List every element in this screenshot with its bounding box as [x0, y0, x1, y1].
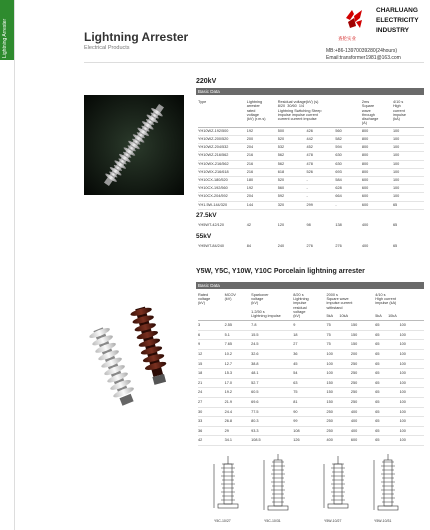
table-cell: 144 [247, 201, 278, 209]
sidebar [0, 0, 15, 530]
table-cell: 250 [351, 378, 375, 388]
table-cell: 65 [375, 426, 399, 436]
table-cell: 100 [400, 397, 424, 407]
page-subtitle: Electrical Products [84, 45, 130, 51]
table-cell: 600 [362, 185, 393, 193]
table-cell: YH10CX-204/592 [198, 193, 247, 201]
table-cell: 400 [361, 223, 369, 227]
table-cell: YH5WT-42/120 [198, 223, 224, 227]
table-cell: 75 [326, 330, 350, 340]
table-cell: 77.5 [251, 407, 293, 417]
table-cell: 120 [277, 223, 285, 227]
table-cell: 560 [335, 127, 362, 135]
sidebar-tab[interactable] [0, 0, 14, 60]
table-cell: 52.7 [251, 378, 293, 388]
table-cell: 18 [293, 330, 326, 340]
table-cell: 520 [278, 177, 307, 185]
table-header: 2000 s Square wave impulse current withstand 5kA 10kA [326, 293, 353, 319]
table-row [198, 168, 424, 176]
table-row [198, 243, 424, 249]
table-cell: 800 [362, 168, 393, 176]
table-55kv [198, 243, 424, 249]
table-row [198, 397, 424, 407]
table-row [198, 417, 424, 427]
table-cell: 250 [351, 359, 375, 369]
table-cell: 150 [326, 388, 350, 398]
table-cell: 584 [335, 177, 362, 185]
table-cell: 100 [393, 168, 424, 176]
drawing-caption: Y5C-10/31 [264, 519, 281, 523]
table-cell: 100 [326, 359, 350, 369]
brand-line: INDUSTRY [376, 27, 409, 34]
table-row [198, 330, 424, 340]
table-cell: 98 [306, 223, 311, 227]
table-cell: 150 [351, 321, 375, 331]
table-row [198, 407, 424, 417]
table-cell: 32.6 [251, 350, 293, 360]
table-cell: 150 [326, 397, 350, 407]
table-cell: 250 [326, 407, 350, 417]
table-cell: 93.3 [251, 426, 293, 436]
table-cell: 65 [375, 388, 399, 398]
table-cell: 100 [393, 185, 424, 193]
table-cell: 800 [362, 160, 393, 168]
table-cell: 24.4 [225, 407, 252, 417]
table-cell: 276 [306, 244, 313, 248]
table-cell: 5.1 [225, 330, 252, 340]
table-cell: 628 [335, 185, 362, 193]
table-cell: 100 [400, 369, 424, 379]
table-cell: 250 [351, 388, 375, 398]
logo-cn-text: 查伦实业 [338, 36, 356, 41]
table-cell: 65 [375, 369, 399, 379]
section-220kv-bar: Basic Data [196, 88, 424, 95]
table-cell: 69.6 [251, 397, 293, 407]
table-cell: 800 [362, 144, 393, 152]
table-cell: 65 [375, 397, 399, 407]
table-cell: 9 [293, 321, 326, 331]
table-cell: YH10WX-216/562 [198, 160, 247, 168]
table-cell: 100 [400, 407, 424, 417]
arrester-photo-porcelain [84, 296, 189, 416]
table-cell: 63 [293, 378, 326, 388]
table-header: Sparkover voltage (kV) 1.2/50 s Lightning impulse [251, 293, 281, 319]
table-cell: 65 [392, 223, 398, 227]
table-cell: 108.5 [251, 436, 293, 446]
table-row [198, 378, 424, 388]
table-cell: 400 [351, 426, 375, 436]
table-cell: 320 [278, 201, 307, 209]
table-cell: 276 [335, 244, 342, 248]
table-cell: 400 [351, 417, 375, 427]
table-row [198, 152, 424, 160]
table-cell: 400 [326, 436, 350, 446]
table-cell: 594 [335, 144, 362, 152]
table-cell: 100 [393, 177, 424, 185]
table-cell: 65 [375, 340, 399, 350]
table-header: 8/20 s Lightning impulse residual voltage (kV) [293, 293, 309, 319]
table-cell: 7.65 [225, 340, 252, 350]
table-cell: 100 [393, 135, 424, 143]
table-row [198, 426, 424, 436]
table-cell: 204 [247, 144, 278, 152]
table-cell: 562 [278, 160, 307, 168]
table-cell: 562 [278, 152, 307, 160]
arrester-photo-220kv [84, 95, 184, 195]
table-cell: 12 [198, 350, 225, 360]
brand-line: ELECTRICITY [376, 17, 419, 24]
table-cell: - [307, 185, 336, 193]
table-cell: 630 [335, 160, 362, 168]
table-cell: 100 [400, 359, 424, 369]
table-cell: 126 [293, 436, 326, 446]
table-cell: 33 [198, 417, 225, 427]
table-cell: 75 [326, 340, 350, 350]
table-cell: - [307, 177, 336, 185]
table-cell: 65 [375, 417, 399, 427]
section-27kv-title: 27.5kV [196, 212, 217, 219]
table-cell: 400 [351, 407, 375, 417]
table-cell: 400 [361, 244, 369, 248]
table-row [198, 144, 424, 152]
table-cell: 12.7 [225, 359, 252, 369]
table-cell: 693 [335, 168, 362, 176]
table-row [198, 177, 424, 185]
table-row [198, 185, 424, 193]
table-cell: 81 [293, 397, 326, 407]
table-cell: 299 [307, 201, 336, 209]
table-cell: 100 [400, 436, 424, 446]
table-cell: 27 [198, 397, 225, 407]
table-row [198, 388, 424, 398]
table-cell: 600 [351, 436, 375, 446]
table-cell: 90 [293, 407, 326, 417]
table-cell: 65 [375, 350, 399, 360]
table-cell: 582 [335, 135, 362, 143]
table-cell: 200 [247, 135, 278, 143]
table-cell: 18 [198, 369, 225, 379]
table-cell: 100 [400, 321, 424, 331]
table-cell: 65 [392, 244, 398, 248]
table-porcelain [198, 293, 424, 446]
section-55kv-title: 55kV [196, 233, 212, 240]
table-cell: 216 [247, 168, 278, 176]
table-cell: 478 [307, 152, 336, 160]
table-cell: 100 [393, 144, 424, 152]
table-cell: 15.3 [225, 369, 252, 379]
table-cell: 150 [326, 378, 350, 388]
table-cell: 100 [393, 152, 424, 160]
table-header: Rated voltage (kV) [198, 293, 211, 306]
table-cell: YH10WZ-200/520 [198, 135, 247, 143]
table-cell: 216 [247, 160, 278, 168]
table-cell: YH10WZ-204/532 [198, 144, 247, 152]
table-header: MCOV (kV) [224, 293, 236, 302]
drawing-caption: Y5W-10/31 [374, 519, 392, 523]
table-cell: 100 [400, 417, 424, 427]
table-cell: YH10WZ-216/562 [198, 152, 247, 160]
table-cell: 500 [278, 127, 307, 135]
table-cell: 54 [293, 369, 326, 379]
table-cell: 180 [247, 177, 278, 185]
table-row [198, 369, 424, 379]
table-row [198, 127, 424, 135]
table-cell: 192 [247, 185, 278, 193]
table-cell: 42 [198, 436, 225, 446]
table-row [198, 350, 424, 360]
table-cell: 26.8 [225, 417, 252, 427]
table-cell: 442 [307, 135, 336, 143]
table-cell: 100 [400, 388, 424, 398]
table-cell: 84 [246, 244, 251, 248]
table-cell: 100 [400, 426, 424, 436]
table-header: 4/10 s High current impulse (kA) [393, 100, 424, 127]
contact-phone: MB:+86-13970039280(24hours) [326, 48, 398, 54]
table-cell: 6 [198, 330, 225, 340]
header-divider [84, 62, 424, 63]
table-cell: 592 [278, 193, 307, 201]
table-row [198, 436, 424, 446]
contact-info [326, 48, 401, 62]
table-cell: YH10WX-216/618 [198, 168, 247, 176]
table-cell: 630 [335, 152, 362, 160]
table-cell: 100 [400, 378, 424, 388]
contact-email: Email:transformer1981@163.com [326, 55, 401, 61]
table-cell: 100 [326, 350, 350, 360]
table-cell: 42 [246, 223, 251, 227]
table-cell: 3 [198, 321, 225, 331]
table-cell: 100 [393, 193, 424, 201]
company-logo-icon [342, 6, 366, 34]
table-cell: 24 [198, 388, 225, 398]
table-cell: 108 [293, 426, 326, 436]
table-row [198, 222, 424, 228]
table-cell: 99 [293, 417, 326, 427]
table-cell: 38.8 [251, 359, 293, 369]
table-cell: 65 [375, 321, 399, 331]
table-cell: 29 [225, 426, 252, 436]
table-cell: 48.1 [251, 369, 293, 379]
table-cell: 800 [362, 152, 393, 160]
table-cell: 800 [362, 127, 393, 135]
table-cell: 19.2 [225, 388, 252, 398]
sidebar-tab-label: Lightning Arrester [2, 18, 8, 58]
section-porcelain-bar: Basic Data [196, 282, 424, 289]
table-cell: 100 [400, 330, 424, 340]
table-cell: 36 [293, 350, 326, 360]
table-header: Type [198, 100, 247, 127]
table-cell: 65 [393, 201, 424, 209]
table-cell: 9 [198, 340, 225, 350]
table-cell: 664 [335, 193, 362, 201]
table-cell: 30 [198, 407, 225, 417]
table-cell: 75 [326, 321, 350, 331]
table-cell: 34.1 [225, 436, 252, 446]
table-220kv [198, 100, 424, 210]
table-cell: 21.9 [225, 397, 252, 407]
table-cell: 560 [278, 185, 307, 193]
table-27kv [198, 222, 424, 228]
table-cell: 100 [326, 369, 350, 379]
table-cell: 27 [293, 340, 326, 350]
table-cell: 24.5 [251, 340, 293, 350]
table-cell: YH10CX-180/520 [198, 177, 247, 185]
table-cell: 17.0 [225, 378, 252, 388]
table-cell: 192 [247, 127, 278, 135]
table-cell: 520 [278, 135, 307, 143]
table-cell: 10.2 [225, 350, 252, 360]
table-header: 4/10 s High current impulse (kA) 5kA 10kA [375, 293, 397, 319]
table-cell: 36 [198, 426, 225, 436]
table-cell: 452 [307, 144, 336, 152]
table-row [198, 321, 424, 331]
table-cell: 7.8 [251, 321, 293, 331]
table-cell: 65 [375, 330, 399, 340]
table-cell: 65 [375, 407, 399, 417]
table-cell: 150 [351, 340, 375, 350]
table-cell: 618 [278, 168, 307, 176]
table-header: 2ms Square wave through discharge (A) [362, 100, 393, 127]
table-cell: 600 [362, 201, 393, 209]
table-cell: 240 [277, 244, 285, 248]
table-cell: 2.55 [225, 321, 252, 331]
table-cell: 100 [400, 340, 424, 350]
table-cell: 138 [335, 223, 342, 227]
table-cell: 65 [375, 378, 399, 388]
table-row [198, 135, 424, 143]
table-cell: 250 [351, 369, 375, 379]
table-cell: 600 [362, 193, 393, 201]
drawing-caption: Y5W-10/27 [324, 519, 342, 523]
page-title: Lightning Arrester [84, 30, 189, 44]
table-cell: 21 [198, 378, 225, 388]
table-cell: 100 [393, 127, 424, 135]
table-row [198, 160, 424, 168]
table-row [198, 193, 424, 201]
brand-line: CHARLUANG [376, 7, 418, 14]
table-cell: 100 [393, 160, 424, 168]
table-cell: 250 [351, 397, 375, 407]
table-cell: 250 [326, 417, 350, 427]
table-cell: YH10WZ-192/500 [198, 127, 247, 135]
table-cell: 426 [307, 127, 336, 135]
table-cell: 100 [400, 350, 424, 360]
table-cell: 532 [278, 144, 307, 152]
table-cell: 60.5 [251, 388, 293, 398]
table-cell: 80.3 [251, 417, 293, 427]
table-cell: 250 [326, 426, 350, 436]
table-cell: 204 [247, 193, 278, 201]
table-header: Residual voltage(kV) (≤) 8/20 30/60 1/4 Lightning Switching Steep impulse impulse current current current impulse [278, 100, 362, 127]
table-cell: 15.5 [251, 330, 293, 340]
table-cell: 800 [362, 135, 393, 143]
table-cell: - [307, 193, 336, 201]
table-cell: 65 [375, 436, 399, 446]
brand-name [376, 6, 419, 36]
table-row [198, 340, 424, 350]
table-cell: 150 [351, 330, 375, 340]
table-cell: 200 [351, 350, 375, 360]
table-cell: 15 [198, 359, 225, 369]
table-row [198, 359, 424, 369]
table-cell: 478 [307, 160, 336, 168]
table-cell: YH5WT-84/240 [198, 244, 224, 248]
table-row [198, 201, 424, 209]
table-cell: 45 [293, 359, 326, 369]
table-cell: 600 [362, 177, 393, 185]
table-cell: - [335, 201, 362, 209]
section-porcelain-title: Y5W, Y5C, Y10W, Y10C Porcelain lightning arrester [196, 268, 365, 275]
table-cell: YH10CX-192/560 [198, 185, 247, 193]
table-cell: 526 [307, 168, 336, 176]
dimension-drawings [198, 452, 424, 528]
table-header: Lightning arrester rated voltage (kV) (r.m.s) [247, 100, 278, 127]
table-cell: 216 [247, 152, 278, 160]
table-cell: 75 [293, 388, 326, 398]
table-cell: 65 [375, 359, 399, 369]
table-cell: YH1.5W-144/320 [198, 201, 247, 209]
section-220kv-title: 220kV [196, 78, 217, 85]
drawing-caption: Y5C-10/27 [214, 519, 231, 523]
